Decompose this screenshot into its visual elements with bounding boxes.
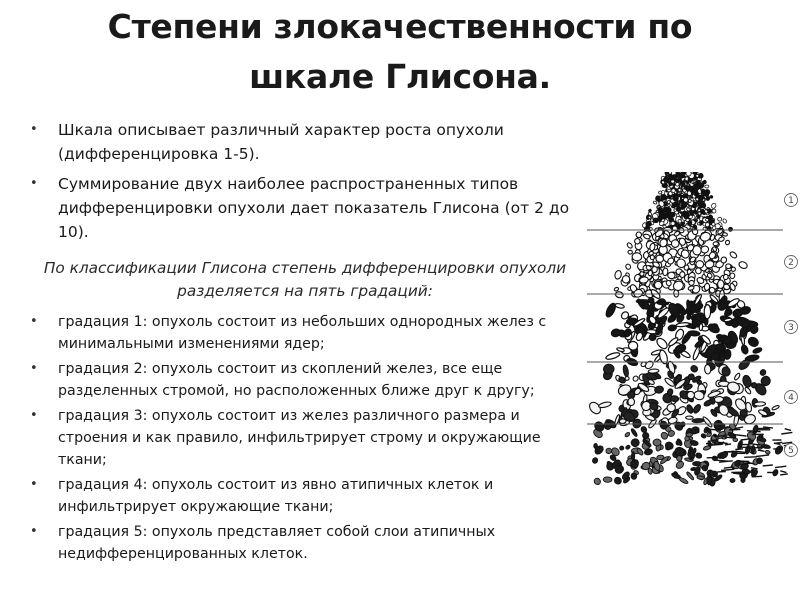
infiltration-streak	[714, 436, 725, 437]
bullet-text: Шкала описывает различный характер роста опухоли (дифференцировка 1-5).	[58, 121, 504, 163]
gland-shape	[603, 477, 612, 483]
gland-shape	[699, 323, 703, 330]
gland-shape	[686, 471, 695, 480]
grade-text: градация 5: опухоль представляет собой слои атипичных недифференцированных клеток.	[58, 524, 496, 562]
gland-shape	[734, 372, 741, 380]
infiltration-streak	[747, 431, 761, 432]
gland-shape	[688, 374, 695, 381]
gland-shape	[648, 270, 653, 276]
infiltration-streak	[780, 471, 786, 473]
gland-shape	[667, 315, 675, 323]
gland-shape	[625, 444, 631, 449]
gland-shape	[681, 172, 685, 174]
gland-shape	[628, 398, 635, 406]
bullet-dot-icon: •	[30, 477, 38, 492]
gland-shape	[729, 251, 738, 259]
gland-shape	[705, 185, 709, 188]
gland-shape	[605, 351, 620, 360]
gland-shape	[699, 195, 704, 200]
infiltration-streak	[744, 457, 757, 458]
gland-shape	[723, 274, 728, 280]
grade-marker	[785, 391, 798, 404]
bullet-dot-icon: •	[30, 314, 38, 329]
gland-shape	[686, 433, 693, 437]
gland-shape	[604, 302, 617, 318]
bullet-item	[30, 172, 585, 244]
gland-shape	[707, 475, 712, 485]
gland-shape	[614, 270, 622, 280]
gland-shape	[697, 222, 700, 225]
gland-shape	[660, 431, 669, 440]
gland-shape	[696, 198, 699, 202]
grade-marker-label: 5	[788, 446, 794, 456]
gland-shape	[674, 230, 681, 236]
grade-marker	[785, 444, 798, 457]
gleason-diagram-svg	[585, 172, 800, 490]
gland-shape	[703, 399, 713, 407]
gland-shape	[697, 216, 700, 219]
gland-shape	[688, 330, 700, 336]
gland-shape	[688, 199, 691, 203]
gland-shape	[722, 232, 727, 236]
bullet-dot-icon: •	[30, 524, 38, 539]
gland-shape	[604, 421, 612, 430]
gland-shape	[699, 206, 702, 209]
gland-shape	[648, 216, 651, 219]
gland-shape	[726, 264, 731, 269]
grade-item	[30, 358, 590, 402]
gland-shape	[704, 305, 711, 319]
infiltration-streak	[780, 474, 788, 475]
bullet-dot-icon: •	[30, 176, 38, 191]
grade-text: градация 3: опухоль состоит из желез различного размера и строения и как правило, инфильтрирует строму и окружающие ткани;	[58, 408, 541, 468]
gland-shape	[728, 226, 734, 232]
infiltration-streak	[775, 466, 786, 467]
grade-item	[30, 405, 590, 471]
gland-shape	[751, 382, 757, 388]
gland-shape	[710, 195, 714, 198]
gland-shape	[630, 460, 638, 468]
grade-marker-label: 3	[788, 323, 794, 333]
gland-shape	[593, 477, 602, 486]
infiltration-streak	[729, 429, 740, 430]
gland-shape	[738, 260, 748, 269]
gland-shape	[713, 241, 719, 245]
gland-shape	[655, 336, 669, 350]
gland-shape	[615, 303, 625, 309]
gland-shape	[625, 263, 632, 270]
gland-shape	[622, 365, 629, 377]
gland-shape	[695, 452, 703, 459]
infiltration-streak	[752, 476, 762, 477]
gland-shape	[614, 287, 619, 292]
gland-shape	[690, 364, 699, 373]
gland-shape	[692, 188, 698, 194]
gland-shape	[695, 260, 704, 268]
gland-shape	[603, 364, 615, 375]
gland-shape	[631, 473, 637, 479]
infiltration-streak	[733, 473, 747, 474]
gland-shape	[653, 439, 661, 446]
gland-shape	[636, 448, 644, 456]
bullet-dot-icon: •	[30, 361, 38, 376]
gland-shape	[592, 457, 599, 464]
gland-shape	[677, 455, 682, 461]
infiltration-streak	[781, 432, 792, 434]
gland-shape	[752, 347, 762, 354]
grade-item	[30, 521, 590, 565]
gland-shape	[655, 196, 660, 202]
infiltration-streak	[735, 449, 743, 450]
infiltration-streak	[721, 469, 734, 470]
grade-marker-label: 1	[788, 196, 794, 206]
gland-shape	[676, 440, 680, 445]
gland-shape	[673, 208, 676, 211]
gland-shape	[665, 196, 668, 199]
grade-text: градация 2: опухоль состоит из скоплений желез, все еще разделенных стромой, но расположенных ближе друг к другу;	[58, 361, 535, 399]
gland-shape	[711, 202, 717, 209]
gland-shape	[628, 250, 633, 255]
infiltration-streak	[751, 468, 758, 469]
gland-shape	[722, 218, 727, 223]
bullet-dot-icon: •	[30, 122, 38, 137]
gland-shape	[670, 395, 679, 402]
grade-item	[30, 474, 590, 518]
gland-shape	[686, 404, 694, 414]
grade-list	[30, 311, 590, 568]
gland-shape	[654, 385, 664, 393]
gland-shape	[663, 177, 668, 182]
gland-shape	[630, 438, 639, 447]
gland-shape	[751, 445, 755, 454]
gleason-pattern-diagram	[585, 172, 800, 490]
gland-shape	[648, 369, 659, 374]
gland-shape	[740, 344, 749, 354]
gland-shape	[624, 432, 630, 438]
gland-shape	[725, 240, 730, 246]
tissue-drawing	[587, 172, 794, 486]
gland-shape	[657, 301, 669, 305]
grade-marker	[785, 256, 798, 269]
gland-shape	[697, 476, 705, 480]
gland-shape	[598, 401, 612, 409]
gland-shape	[667, 388, 674, 396]
grade-markers	[785, 194, 798, 457]
infiltration-streak	[785, 429, 791, 431]
gland-shape	[747, 336, 760, 348]
gland-shape	[630, 428, 638, 437]
gland-shape	[632, 252, 642, 261]
gland-shape	[594, 443, 598, 448]
gland-shape	[672, 189, 676, 193]
grade-marker	[785, 321, 798, 334]
gland-shape	[696, 174, 699, 177]
gland-shape	[622, 275, 630, 283]
infiltration-streak	[763, 465, 773, 466]
gland-shape	[700, 433, 706, 439]
grade-item	[30, 311, 590, 355]
gland-shape	[678, 193, 681, 196]
gland-shape	[686, 172, 692, 176]
bullet-text: Суммирование двух наиболее распространенных типов дифференцировки опухоли дает показатель Глисона (от 2 до 10).	[58, 175, 570, 241]
gland-shape	[626, 242, 633, 249]
gland-shape	[615, 291, 624, 299]
gland-shape	[704, 364, 711, 374]
bullet-item	[30, 118, 585, 166]
infiltration-streak	[756, 455, 769, 457]
grade-marker-label: 4	[788, 393, 794, 403]
grade-marker	[785, 194, 798, 207]
gland-shape	[754, 402, 766, 407]
gland-shape	[765, 450, 771, 455]
gland-shape	[619, 446, 624, 451]
infiltration-streak	[725, 444, 731, 445]
title-line-2: шкале Глисона.	[249, 57, 551, 96]
gland-shape	[774, 444, 784, 455]
gland-shape	[717, 217, 722, 221]
gland-shape	[649, 333, 657, 340]
gland-shape	[718, 280, 724, 288]
gland-shape	[632, 375, 639, 382]
gland-shape	[631, 452, 635, 461]
classification-note: По классификации Глисона степень дифференцировки опухоли разделяется на пять градаций:	[43, 259, 567, 300]
gland-shape	[668, 216, 671, 219]
gland-shape	[613, 476, 622, 485]
gland-shape	[686, 416, 694, 419]
grade-marker-label: 2	[788, 258, 794, 268]
gland-shape	[667, 272, 675, 279]
gland-shape	[680, 272, 685, 278]
gland-shape	[704, 283, 710, 291]
slide-title	[30, 2, 770, 102]
gland-shape	[675, 182, 679, 186]
gland-shape	[771, 405, 779, 411]
gland-shape	[669, 183, 672, 186]
infiltration-streak	[758, 450, 765, 451]
bullet-dot-icon: •	[30, 408, 38, 423]
gland-shape	[693, 225, 697, 229]
gland-shape	[605, 447, 612, 454]
gland-shape	[683, 183, 685, 186]
infiltration-streak	[706, 444, 713, 445]
title-line-1: Степени злокачественности по	[107, 7, 693, 46]
gland-shape	[685, 436, 690, 441]
grade-text: градация 1: опухоль состоит из небольших однородных желез с минимальными изменениями ядер;	[58, 314, 547, 352]
gland-shape	[628, 341, 638, 350]
infiltration-streak	[739, 447, 751, 448]
gland-shape	[692, 418, 704, 422]
gland-shape	[730, 478, 736, 483]
grade-text: градация 4: опухоль состоит из явно атипичных клеток и инфильтрирует окружающие ткани;	[58, 477, 494, 515]
main-bullet-list	[30, 118, 585, 250]
gland-shape	[692, 403, 702, 414]
gland-shape	[678, 477, 688, 485]
gland-shape	[759, 369, 766, 377]
